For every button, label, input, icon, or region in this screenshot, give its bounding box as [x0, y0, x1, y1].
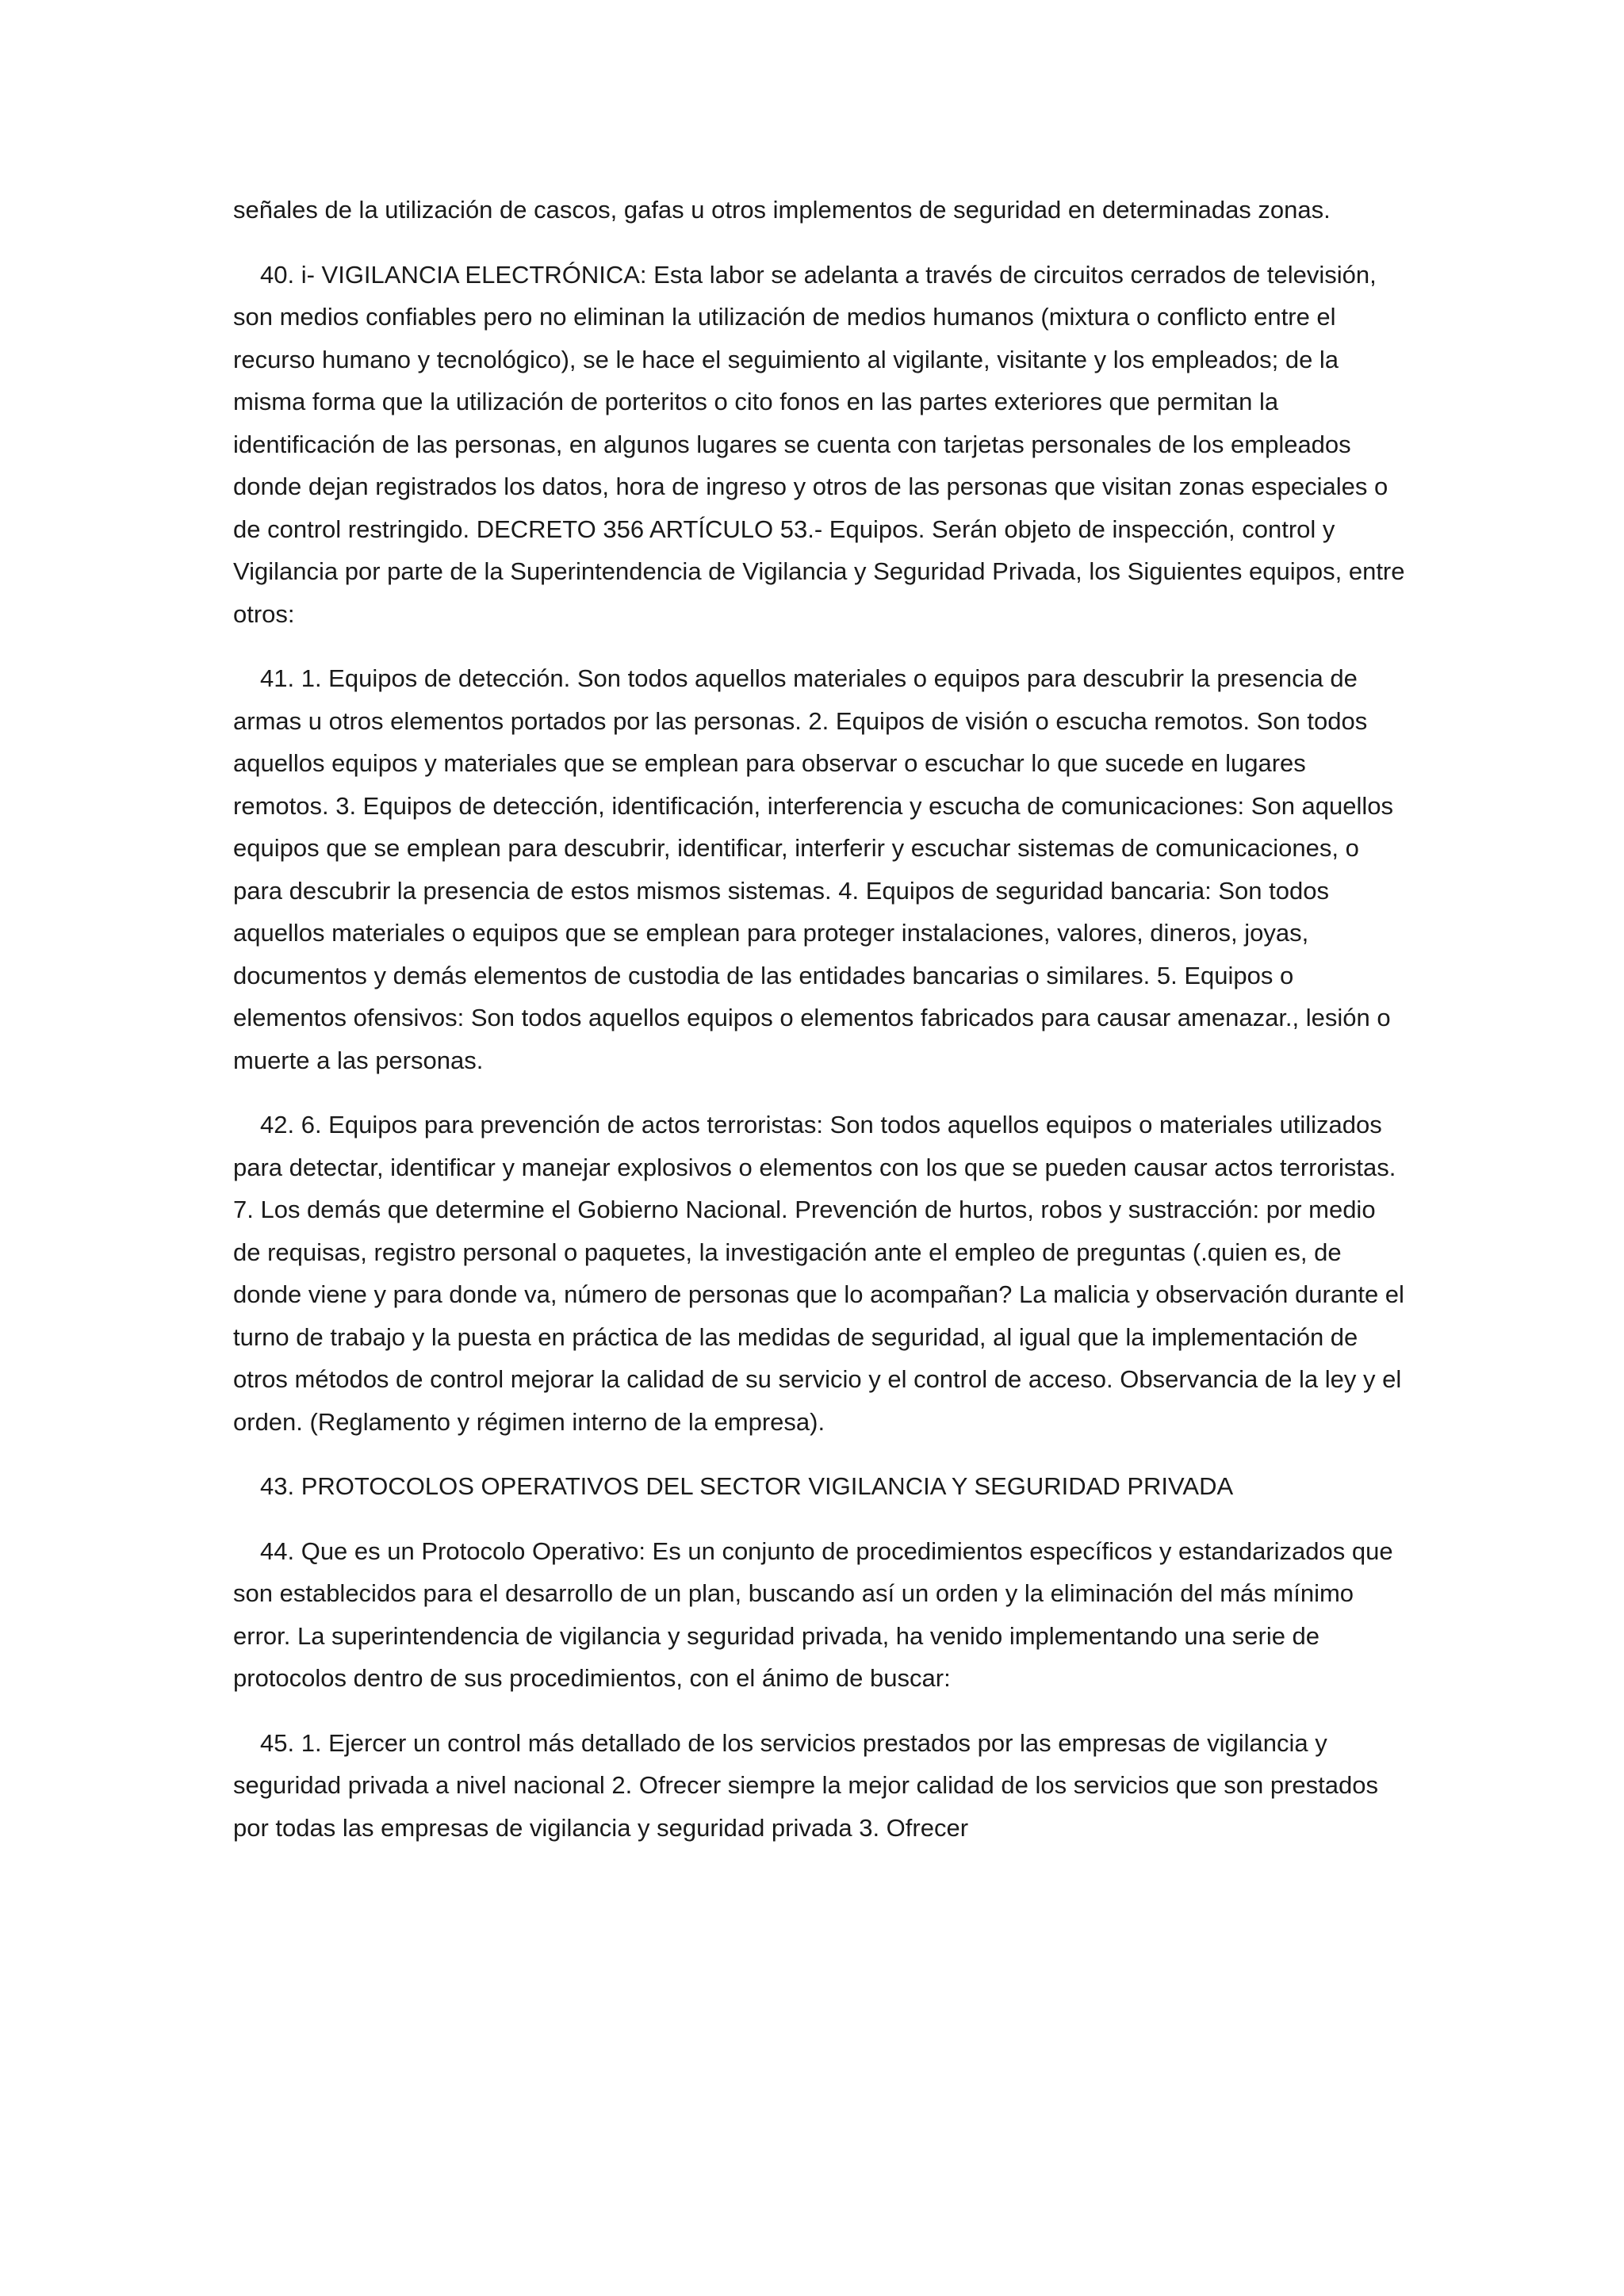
paragraph-40: 40. i- VIGILANCIA ELECTRÓNICA: Esta labor se adelanta a través de circuitos cerrados de televisión, son medios confiables pero no eliminan la utilización de medios humanos (mixtura o conflicto entre el recurso humano y tecnológico), se le hace el seguimiento al vigilante, visitante y los empleados; de la misma forma que la utilización de porteritos o cito fonos en las partes exteriores que permitan la identificación de las personas, en algunos lugares se cuenta con tarjetas personales de los empleados donde dejan registrados los datos, hora de ingreso y otros de las personas que visitan zonas especiales o de control restringido. DECRETO 356 ARTÍCULO 53.- Equipos. Serán objeto de inspección, control y Vigilancia por parte de la Superintendencia de Vigilancia y Seguridad Privada, los Siguientes equipos, entre otros: [233, 260, 1405, 628]
paragraph-44: 44. Que es un Protocolo Operativo: Es un conjunto de procedimientos específicos y estandarizados que son establecidos para el desarrollo de un plan, buscando así un orden y la eliminación del más mínimo error. La superintendencia de vigilancia y seguridad privada, ha venido implementando una serie de protocolos dentro de sus procedimientos, con el ánimo de buscar: [233, 1536, 1393, 1692]
paragraph-41: 41. 1. Equipos de detección. Son todos aquellos materiales o equipos para descubrir la presencia de armas u otros elementos portados por las personas. 2. Equipos de visión o escucha remotos. Son todos aquellos equipos y materiales que se emplean para observar o escuchar lo que sucede en lugares remotos. 3. Equipos de detección, identificación, interferencia y escucha de comunicaciones: Son aquellos equipos que se emplean para descubrir, identificar, interferir y escuchar sistemas de comunicaciones, o para descubrir la presencia de estos mismos sistemas. 4. Equipos de seguridad bancaria: Son todos aquellos materiales o equipos que se emplean para proteger instalaciones, valores, dineros, joyas, documentos y demás elementos de custodia de las entidades bancarias o similares. 5. Equipos o elementos ofensivos: Son todos aquellos equipos o elementos fabricados para causar amenazar., lesión o muerte a las personas. [233, 664, 1394, 1074]
paragraph-continuation: señales de la utilización de cascos, gafas u otros implementos de seguridad en determinadas zonas. [233, 196, 1331, 224]
paragraph-43: 43. PROTOCOLOS OPERATIVOS DEL SECTOR VIGILANCIA Y SEGURIDAD PRIVADA [260, 1472, 1234, 1500]
paragraph-42: 42. 6. Equipos para prevención de actos terroristas: Son todos aquellos equipos o materiales utilizados para detectar, identificar y manejar explosivos o elementos con los que se pueden causar actos terroristas. 7. Los demás que determine el Gobierno Nacional. Prevención de hurtos, robos y sustracción: por medio de requisas, registro personal o paquetes, la investigación ante el empleo de preguntas (.quien es, de donde viene y para donde va, número de personas que lo acompañan? La malicia y observación durante el turno de trabajo y la puesta en práctica de las medidas de seguridad, al igual que la implementación de otros métodos de control mejorar la calidad de su servicio y el control de acceso. Observancia de la ley y el orden. (Reglamento y régimen interno de la empresa). [233, 1111, 1404, 1436]
document-body [233, 189, 1407, 1871]
paragraph-45: 45. 1. Ejercer un control más detallado de los servicios prestados por las empresas de vigilancia y seguridad privada a nivel nacional 2. Ofrecer siempre la mejor calidad de los servicios que son prestados por todas las empresas de vigilancia y seguridad privada 3. Ofrecer [233, 1728, 1378, 1842]
